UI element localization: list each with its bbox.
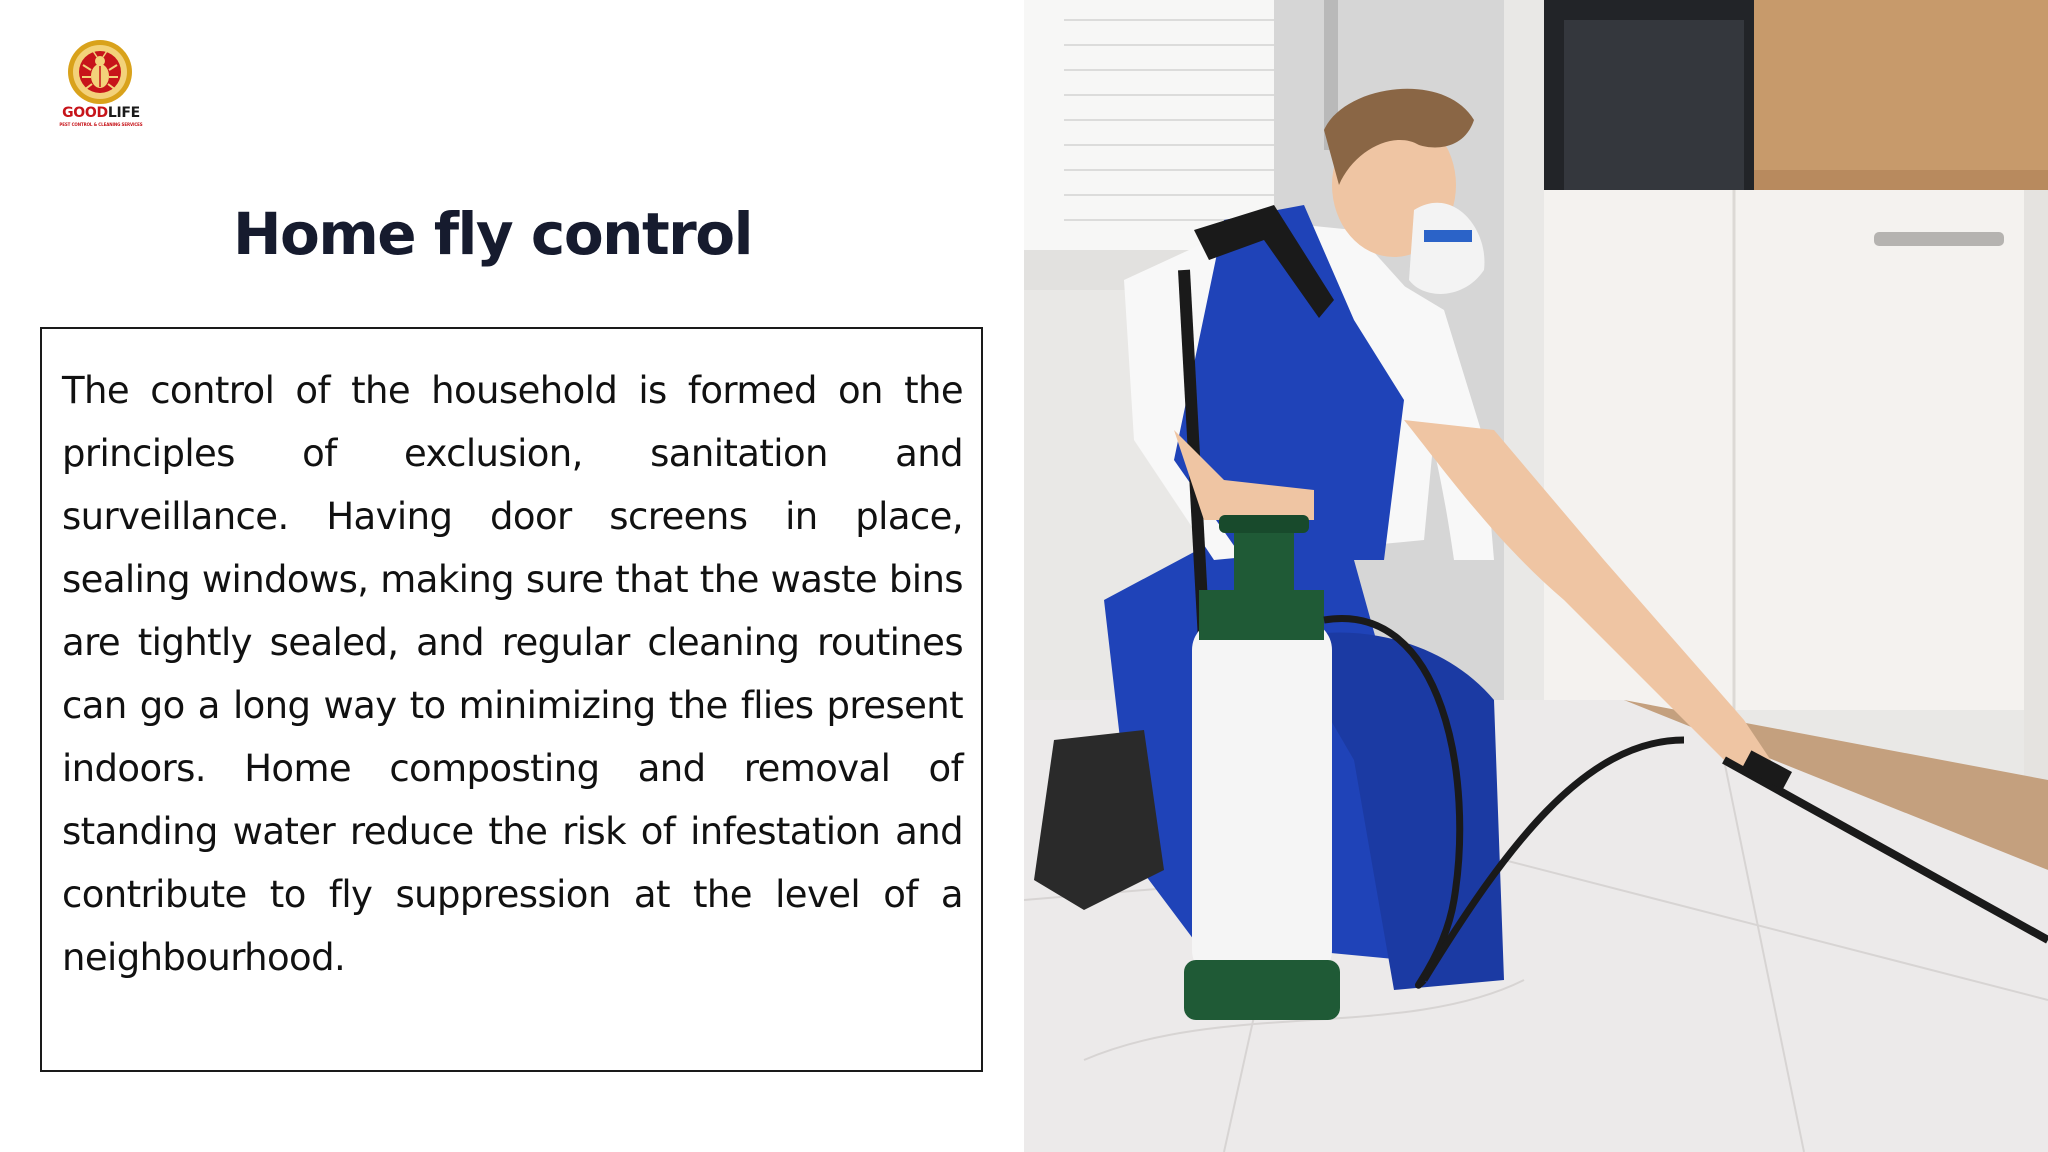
logo-wordmark: GOODLIFE (62, 105, 140, 121)
pest-control-photo (1024, 0, 2048, 1152)
body-text-box (40, 327, 983, 1072)
body-paragraph: The control of the household is formed on the principles of exclusion, sanitation and surveillance. Having door screens in place, sealing windows, making sure that the waste bins are tightly sealed, and regular cleaning routines can go a long way to minimizing the flies present indoors. Home composting and removal of standing water reduce the risk of infestation and contribute to fly suppression at the level of a neighbourhood. (62, 369, 963, 979)
beetle-emblem-icon (50, 30, 150, 110)
slide-title: Home fly control (232, 200, 753, 268)
technician-spraying-image (1024, 0, 2048, 1152)
logo-tagline: PEST CONTROL & CLEANING SERVICES (59, 122, 143, 127)
